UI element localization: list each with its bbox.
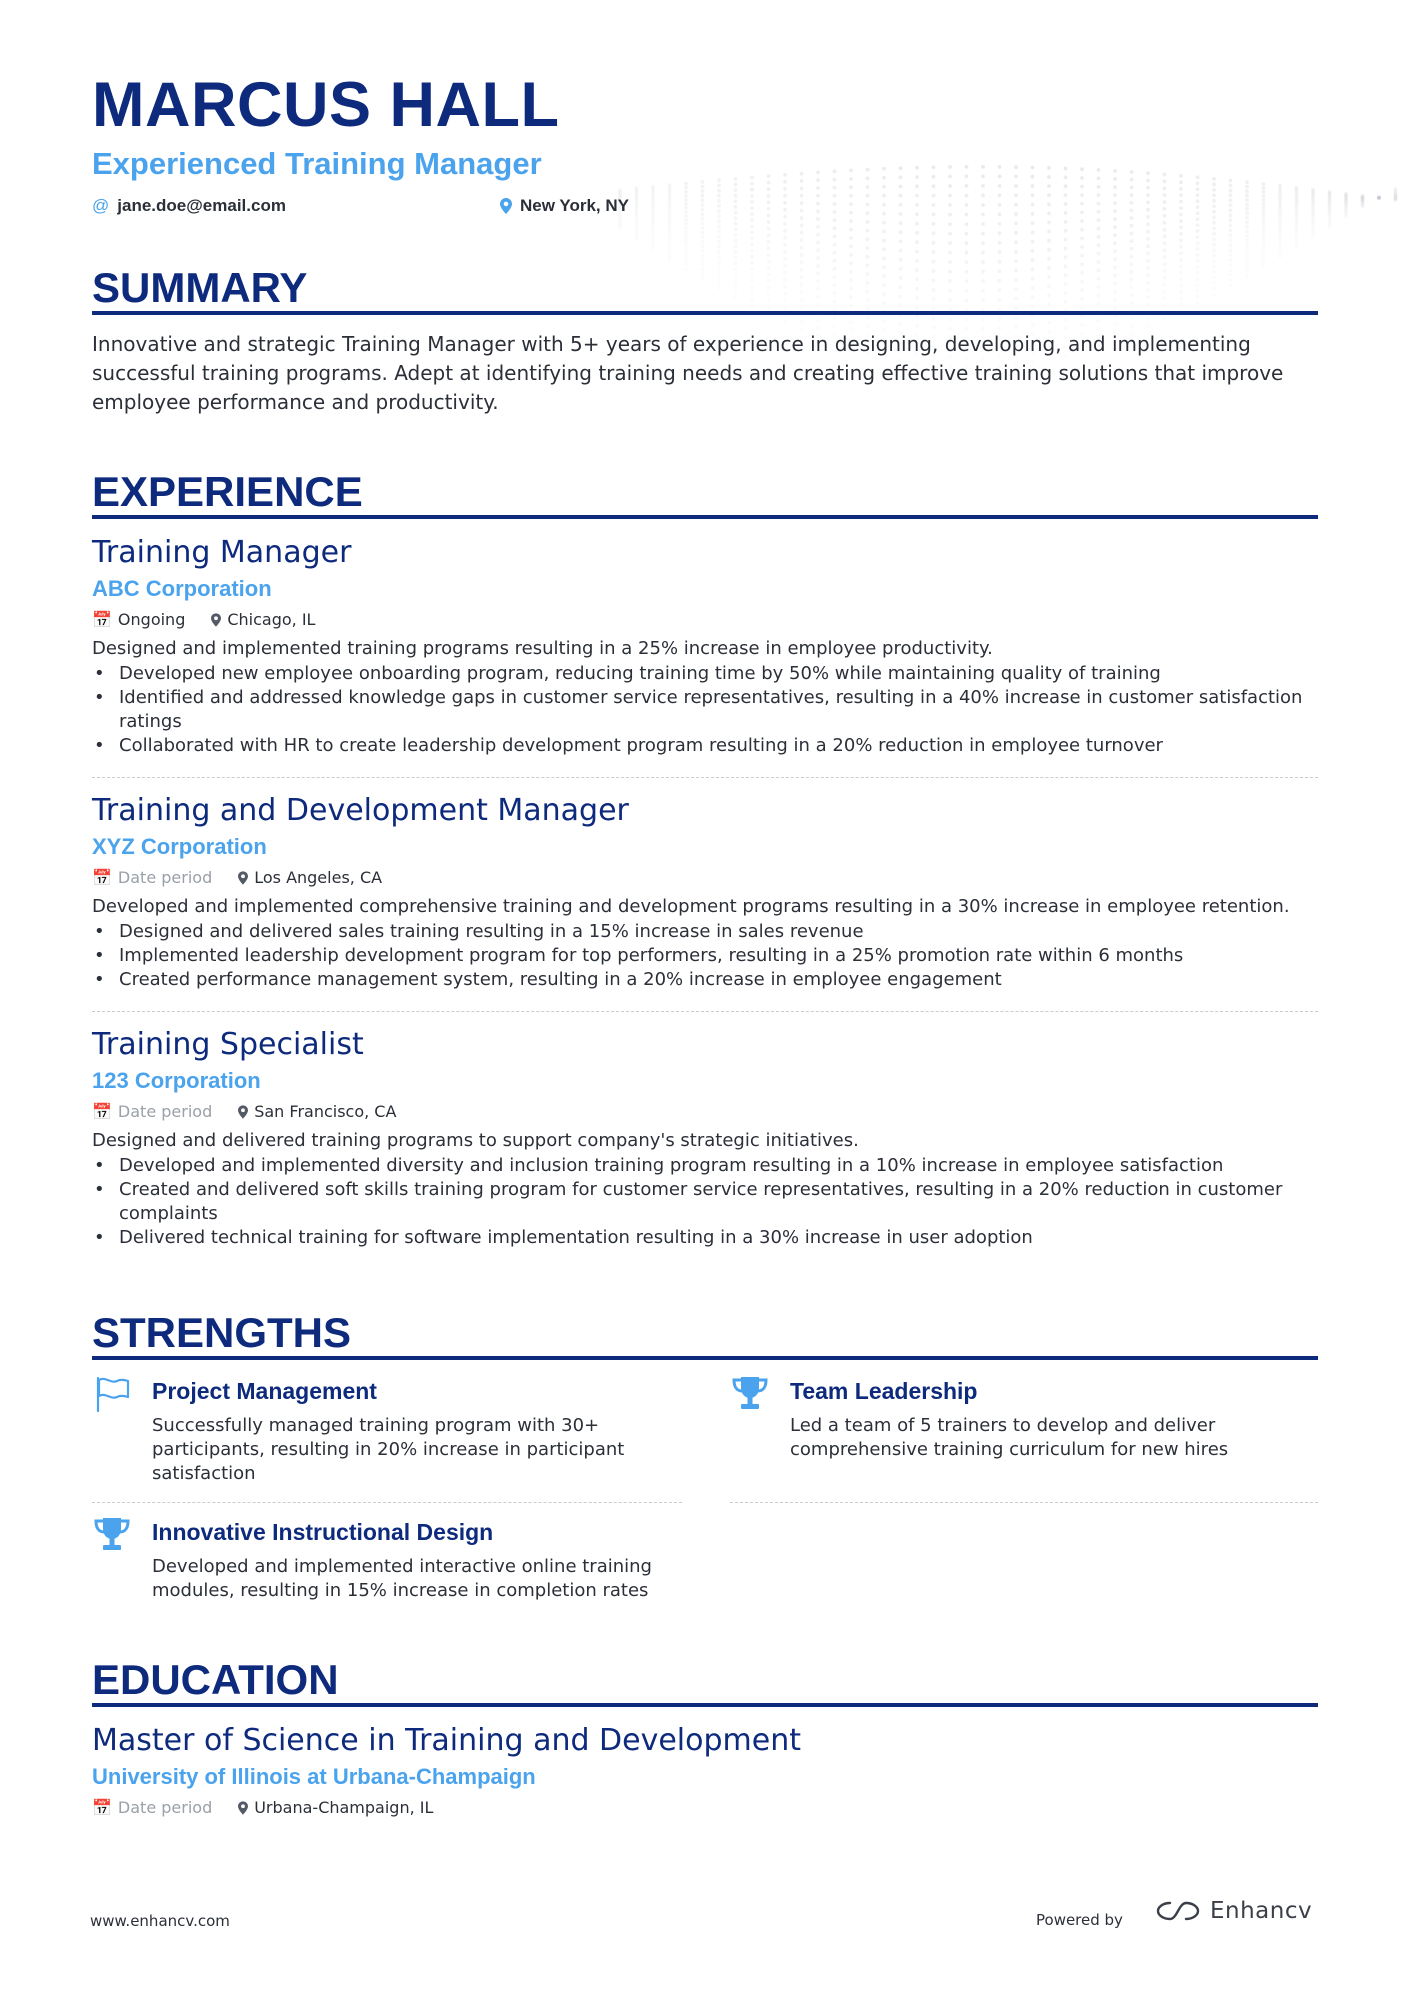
strength-title: Team Leadership (790, 1378, 978, 1404)
education-item (92, 1724, 1318, 1818)
item-divider (92, 1502, 682, 1503)
company-name: 123 Corporation (92, 1068, 261, 1093)
experience-item (92, 536, 1318, 758)
job-bullets (92, 920, 1318, 992)
strength-item (92, 1374, 672, 1494)
location-pin-icon (238, 1801, 248, 1815)
trophy-icon (92, 1515, 132, 1555)
candidate-title: Experienced Training Manager (92, 146, 542, 181)
job-meta (92, 868, 1318, 888)
job-description: Designed and delivered training programs to support company's strategic initiatives. (92, 1130, 859, 1151)
enhancv-logo[interactable] (1154, 1898, 1312, 1924)
strength-text: Led a team of 5 trainers to develop and deliver comprehensive training curriculum for new hires (790, 1415, 1229, 1460)
item-divider (730, 1502, 1318, 1503)
email-text: jane.doe@email.com (117, 196, 286, 215)
company-name: ABC Corporation (92, 576, 272, 601)
location-pin-icon (500, 198, 512, 214)
job-location: Chicago, IL (227, 610, 316, 629)
job-date: Ongoing (117, 610, 186, 629)
calendar-icon: 📅 (92, 868, 112, 887)
education-date: Date period (117, 1798, 213, 1817)
job-date: Date period (117, 1102, 213, 1121)
section-title-experience: EXPERIENCE (92, 468, 363, 515)
job-bullets (92, 1154, 1318, 1250)
calendar-icon: 📅 (92, 610, 112, 629)
job-description: Developed and implemented comprehensive training and development programs resulting in a 30% increase in employee retention. (92, 896, 1290, 917)
job-bullets (92, 662, 1318, 758)
powered-by-label: Powered by (1036, 1911, 1123, 1929)
flag-icon (92, 1374, 132, 1414)
job-title: Training Specialist (92, 1027, 364, 1062)
calendar-icon: 📅 (92, 1102, 112, 1121)
list-item: • Developed new employee onboarding program, reducing training time by 50% while maintaining quality of training (92, 662, 1318, 686)
list-item: • Developed and implemented diversity and inclusion training program resulting in a 10% increase in employee satisfaction (92, 1154, 1318, 1178)
enhancv-logo-icon (1154, 1898, 1202, 1924)
strength-item (92, 1515, 672, 1615)
list-item: • Collaborated with HR to create leadership development program resulting in a 20% reduction in employee turnover (92, 734, 1318, 758)
job-location: San Francisco, CA (254, 1102, 397, 1121)
school-name: University of Illinois at Urbana-Champaign (92, 1764, 536, 1789)
location-pin-icon (238, 1105, 248, 1119)
contact-email[interactable] (92, 196, 286, 216)
section-title-education: EDUCATION (92, 1656, 339, 1703)
list-item: • Delivered technical training for software implementation resulting in a 30% increase in user adoption (92, 1226, 1318, 1250)
contact-location (500, 196, 629, 216)
calendar-icon: 📅 (92, 1798, 112, 1817)
job-description: Designed and implemented training programs resulting in a 25% increase in employee productivity. (92, 638, 993, 659)
list-item: • Created and delivered soft skills training program for customer service representatives, resulting in a 20% reduction in customer complaints (92, 1178, 1318, 1226)
degree-title: Master of Science in Training and Development (92, 1723, 801, 1758)
section-divider (92, 1703, 1318, 1707)
location-text: New York, NY (520, 196, 629, 215)
item-divider (92, 1011, 1318, 1012)
job-title: Training Manager (92, 535, 352, 570)
section-divider (92, 1356, 1318, 1360)
education-location: Urbana-Champaign, IL (254, 1798, 434, 1817)
trophy-icon (730, 1374, 770, 1414)
section-title-strengths: STRENGTHS (92, 1309, 352, 1356)
footer-url[interactable]: www.enhancv.com (90, 1912, 230, 1930)
strength-text: Successfully managed training program with 30+ participants, resulting in 20% increase in participant satisfaction (152, 1415, 625, 1484)
location-pin-icon (211, 613, 221, 627)
strength-item (730, 1374, 1310, 1474)
company-name: XYZ Corporation (92, 834, 267, 859)
brand-name: Enhancv (1210, 1898, 1313, 1924)
list-item: • Created performance management system, resulting in a 20% increase in employee engagement (92, 968, 1318, 992)
list-item: • Identified and addressed knowledge gaps in customer service representatives, resulting in a 40% increase in customer satisfaction ratings (92, 686, 1318, 734)
list-item: • Designed and delivered sales training resulting in a 15% increase in sales revenue (92, 920, 1318, 944)
experience-item (92, 1028, 1318, 1250)
summary-text: Innovative and strategic Training Manager with 5+ years of experience in designing, developing, and implementing successful training programs. Adept at identifying training needs and creating effective training solutions that improve employee performance and productivity. (92, 332, 1284, 414)
job-location: Los Angeles, CA (254, 868, 383, 887)
section-divider (92, 311, 1318, 315)
item-divider (92, 777, 1318, 778)
experience-item (92, 794, 1318, 992)
strength-text: Developed and implemented interactive online training modules, resulting in 15% increase in completion rates (152, 1556, 652, 1601)
list-item: • Implemented leadership development program for top performers, resulting in a 25% promotion rate within 6 months (92, 944, 1318, 968)
candidate-name: MARCUS HALL (92, 70, 560, 140)
job-title: Training and Development Manager (92, 793, 629, 828)
job-meta (92, 610, 1318, 630)
job-date: Date period (117, 868, 213, 887)
section-title-summary: SUMMARY (92, 264, 308, 311)
strength-title: Project Management (152, 1378, 377, 1404)
education-meta (92, 1798, 1318, 1818)
strength-title: Innovative Instructional Design (152, 1519, 494, 1545)
section-divider (92, 515, 1318, 519)
location-pin-icon (238, 871, 248, 885)
at-icon: @ (92, 196, 110, 215)
job-meta (92, 1102, 1318, 1122)
